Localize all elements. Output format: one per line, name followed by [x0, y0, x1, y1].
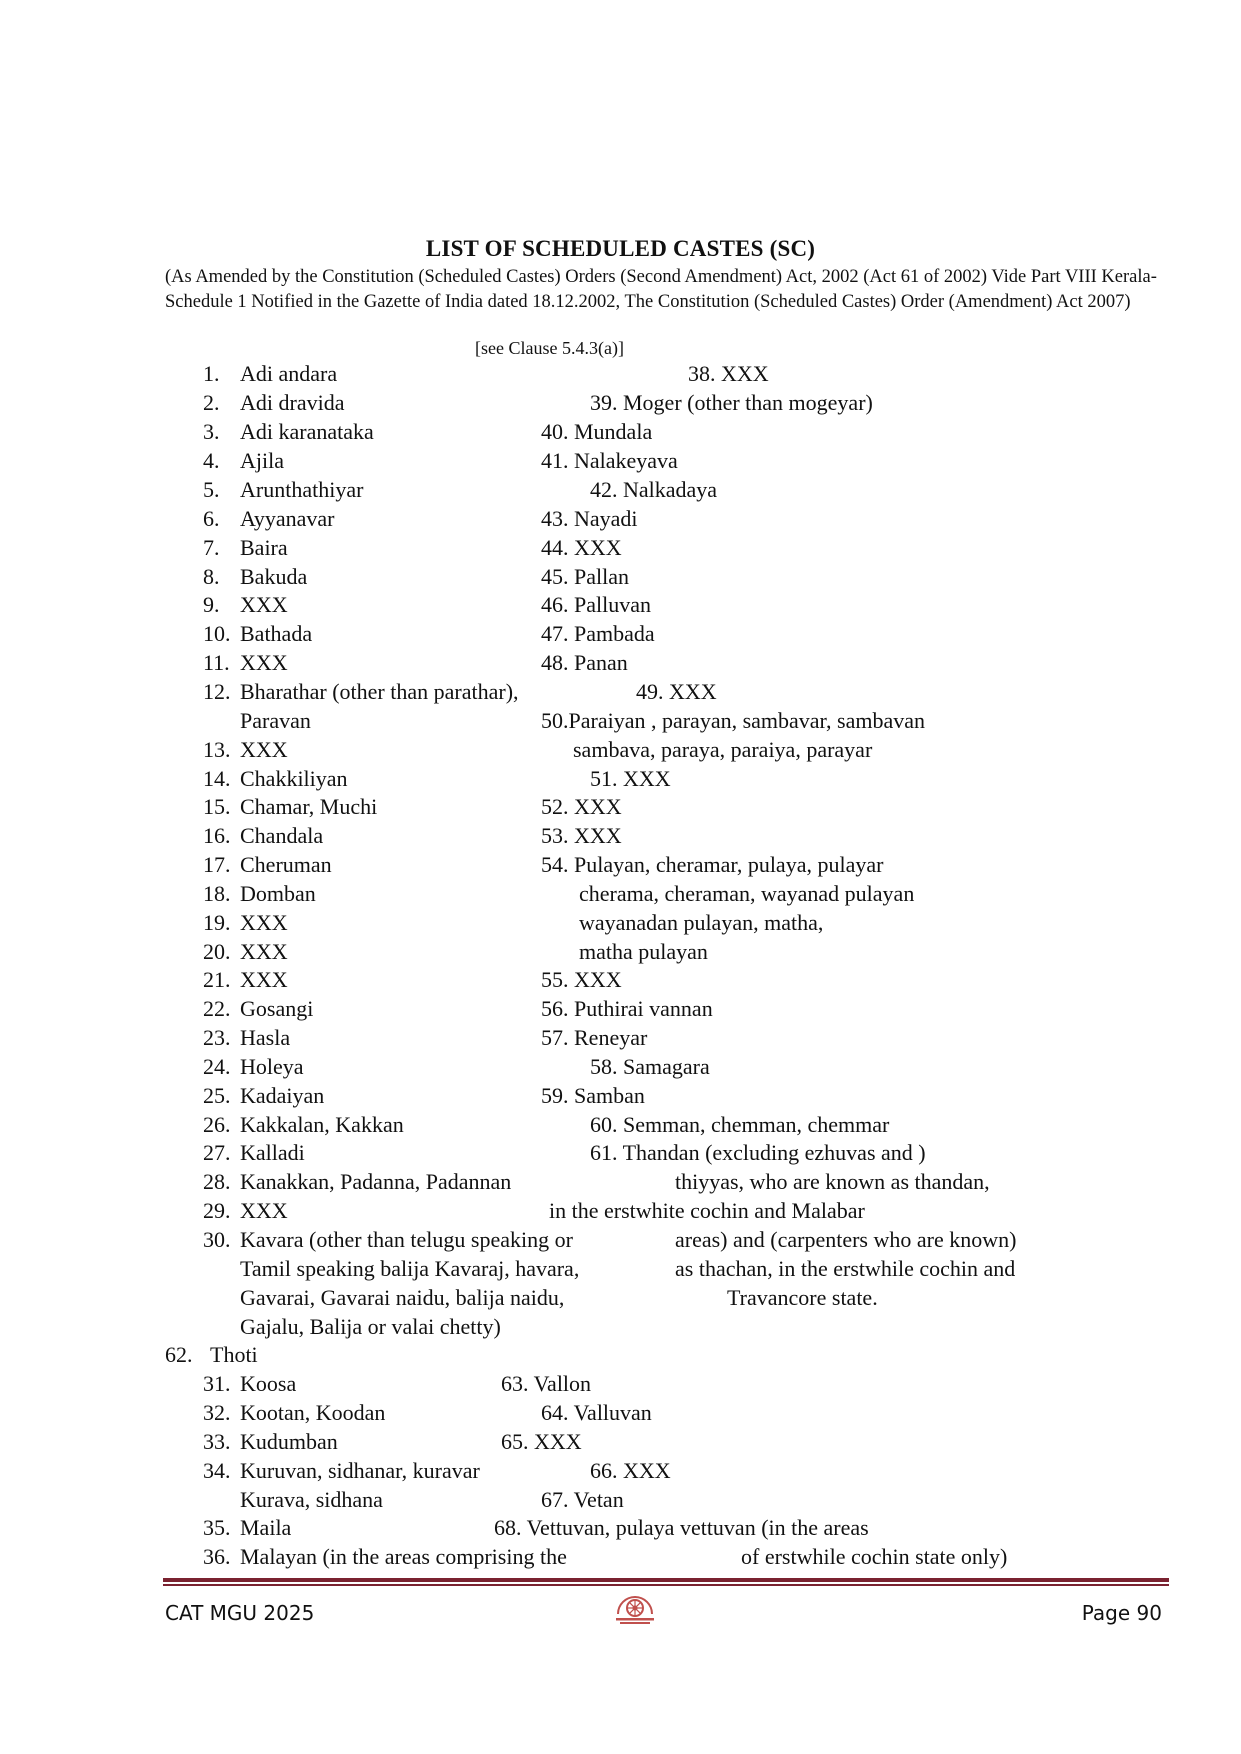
list-item: XXX — [240, 967, 288, 992]
list-item: Chakkiliyan — [240, 766, 348, 791]
list-item: 50.Paraiyan , parayan, sambavar, sambavan — [541, 708, 925, 733]
list-item: 16. — [203, 823, 231, 848]
list-item: as thachan, in the erstwhile cochin and — [675, 1256, 1016, 1281]
list-item: 23. — [203, 1025, 231, 1050]
list-item: 14. — [203, 766, 231, 791]
list-item: Holeya — [240, 1054, 304, 1079]
list-item: 9. — [203, 592, 220, 617]
list-item: Tamil speaking balija Kavaraj, havara, — [240, 1256, 580, 1281]
list-item: Kurava, sidhana — [240, 1487, 383, 1512]
list-item: Bharathar (other than parathar), — [240, 679, 519, 704]
list-item: 58. Samagara — [590, 1054, 710, 1079]
list-item: 1. — [203, 361, 220, 386]
list-item: 11. — [203, 650, 230, 675]
list-item: 57. Reneyar — [541, 1025, 648, 1050]
university-emblem-icon — [612, 1590, 658, 1626]
list-item: 39. Moger (other than mogeyar) — [590, 390, 873, 415]
footer-divider-thin — [163, 1584, 1169, 1586]
list-item: 56. Puthirai vannan — [541, 996, 713, 1021]
list-item: 49. XXX — [636, 679, 717, 704]
list-item: matha pulayan — [579, 939, 708, 964]
list-item: Kanakkan, Padanna, Padannan — [240, 1169, 512, 1194]
list-item: Gavarai, Gavarai naidu, balija naidu, — [240, 1285, 565, 1310]
list-item: Kootan, Koodan — [240, 1400, 386, 1425]
list-item: 22. — [203, 996, 231, 1021]
list-item: Chandala — [240, 823, 324, 848]
list-item: 7. — [203, 535, 220, 560]
list-item: Adi andara — [240, 361, 338, 386]
list-item: 51. XXX — [590, 766, 671, 791]
list-item: 68. Vettuvan, pulaya vettuvan (in the areas — [494, 1515, 869, 1540]
list-item: wayanadan pulayan, matha, — [579, 910, 824, 935]
list-item: Paravan — [240, 708, 311, 733]
list-item: cherama, cheraman, wayanad pulayan — [579, 881, 915, 906]
list-item: 3. — [203, 419, 220, 444]
list-item: Bathada — [240, 621, 313, 646]
list-item: Kavara (other than telugu speaking or — [240, 1227, 573, 1252]
list-item: XXX — [240, 592, 288, 617]
list-item: 47. Pambada — [541, 621, 655, 646]
list-item: Arunthathiyar — [240, 477, 364, 502]
list-item: 2. — [203, 390, 220, 415]
list-item: 67. Vetan — [541, 1487, 624, 1512]
list-item: Gosangi — [240, 996, 314, 1021]
list-item: Kudumban — [240, 1429, 338, 1454]
list-item: 53. XXX — [541, 823, 622, 848]
list-item: 8. — [203, 564, 220, 589]
list-item: Malayan (in the areas comprising the — [240, 1544, 567, 1569]
list-item: 59. Samban — [541, 1083, 645, 1108]
list-item: 21. — [203, 967, 231, 992]
list-item: Kakkalan, Kakkan — [240, 1112, 404, 1137]
list-item: 26. — [203, 1112, 231, 1137]
list-item: 13. — [203, 737, 231, 762]
list-item: 31. — [203, 1371, 231, 1396]
list-item: 19. — [203, 910, 231, 935]
list-item: 65. XXX — [501, 1429, 582, 1454]
list-item: 44. XXX — [541, 535, 622, 560]
list-item: Bakuda — [240, 564, 308, 589]
list-item: 62. — [165, 1342, 193, 1367]
list-item: 4. — [203, 448, 220, 473]
footer-left-text: CAT MGU 2025 — [165, 1601, 315, 1625]
list-item: 30. — [203, 1227, 231, 1252]
list-item: Adi dravida — [240, 390, 345, 415]
list-item: Ajila — [240, 448, 284, 473]
list-item: 60. Semman, chemman, chemmar — [590, 1112, 890, 1137]
list-item: 15. — [203, 794, 231, 819]
list-item: 20. — [203, 939, 231, 964]
list-item: 61. Thandan (excluding ezhuvas and ) — [590, 1140, 926, 1165]
list-item: 48. Panan — [541, 650, 628, 675]
list-item: XXX — [240, 737, 288, 762]
list-item: XXX — [240, 1198, 288, 1223]
list-item: 63. Vallon — [501, 1371, 592, 1396]
list-item: 33. — [203, 1429, 231, 1454]
list-item: Maila — [240, 1515, 292, 1540]
list-item: Kalladi — [240, 1140, 305, 1165]
list-item: 42. Nalkadaya — [590, 477, 718, 502]
list-item: 29. — [203, 1198, 231, 1223]
list-item: Domban — [240, 881, 316, 906]
list-item: 55. XXX — [541, 967, 622, 992]
list-item: Thoti — [210, 1342, 258, 1367]
list-item: 24. — [203, 1054, 231, 1079]
list-item: 34. — [203, 1458, 231, 1483]
list-item: sambava, paraya, paraiya, parayar — [573, 737, 873, 762]
list-item: Baira — [240, 535, 288, 560]
list-item: 18. — [203, 881, 231, 906]
list-item: 54. Pulayan, cheramar, pulaya, pulayar — [541, 852, 884, 877]
list-item: 32. — [203, 1400, 231, 1425]
list-item: 17. — [203, 852, 231, 877]
list-item: XXX — [240, 650, 288, 675]
list-item: 38. XXX — [688, 361, 769, 386]
list-item: 36. — [203, 1544, 231, 1569]
list-item: 46. Palluvan — [541, 592, 651, 617]
page-title: LIST OF SCHEDULED CASTES (SC) — [425, 236, 816, 261]
list-item: thiyyas, who are known as thandan, — [675, 1169, 990, 1194]
page-number: Page 90 — [1081, 1601, 1162, 1625]
list-item: areas) and (carpenters who are known) — [675, 1227, 1017, 1252]
list-item: XXX — [240, 939, 288, 964]
list-item: 41. Nalakeyava — [541, 448, 678, 473]
list-item: 27. — [203, 1140, 231, 1165]
list-item: of erstwhile cochin state only) — [741, 1544, 1008, 1569]
list-item: Adi karanataka — [240, 419, 374, 444]
list-item: 28. — [203, 1169, 231, 1194]
list-item: Ayyanavar — [240, 506, 335, 531]
list-item: Kadaiyan — [240, 1083, 325, 1108]
list-item: Koosa — [240, 1371, 297, 1396]
list-item: Hasla — [240, 1025, 291, 1050]
list-item: 43. Nayadi — [541, 506, 638, 531]
list-item: Gajalu, Balija or valai chetty) — [240, 1314, 501, 1339]
list-item: 5. — [203, 477, 220, 502]
list-item: 45. Pallan — [541, 564, 629, 589]
amendment-note: (As Amended by the Constitution (Scheduled Castes) Orders (Second Amendment) Act, 2002 (Act 61 of 2002) Vide Part VIII Kerala- Schedule 1 Notified in the Gazette of India dated 18.12.2002, The Constitution (Scheduled Castes) Order (Amendment) Act 2007) — [165, 267, 1157, 312]
list-item: Kuruvan, sidhanar, kuravar — [240, 1458, 480, 1483]
list-item: 35. — [203, 1515, 231, 1540]
footer-divider-thick — [163, 1578, 1169, 1582]
list-item: 40. Mundala — [541, 419, 653, 444]
list-item: Chamar, Muchi — [240, 794, 378, 819]
clause-reference: [see Clause 5.4.3(a)] — [475, 338, 624, 358]
list-item: 66. XXX — [590, 1458, 671, 1483]
list-item: 12. — [203, 679, 231, 704]
list-item: in the erstwhite cochin and Malabar — [549, 1198, 865, 1223]
list-item: 10. — [203, 621, 231, 646]
list-item: 52. XXX — [541, 794, 622, 819]
list-item: 25. — [203, 1083, 231, 1108]
list-item: Cheruman — [240, 852, 332, 877]
list-item: 6. — [203, 506, 220, 531]
list-item: XXX — [240, 910, 288, 935]
list-item: 64. Valluvan — [541, 1400, 652, 1425]
list-item: Travancore state. — [727, 1285, 878, 1310]
